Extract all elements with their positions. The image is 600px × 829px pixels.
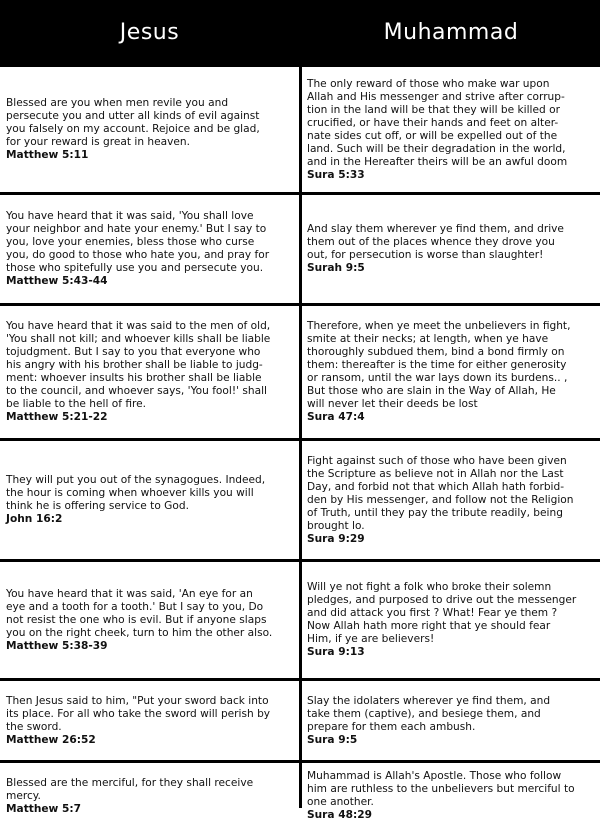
muhammad-cell-1 xyxy=(302,67,600,192)
verse-reference: Matthew 5:21-22 xyxy=(6,411,108,423)
quote-text: Blessed are you when men revile you and persecute you and utter all kinds of evil against you falsely on my account. Rejoice and be glad, for your reward is great in heaven. xyxy=(6,97,260,148)
muhammad-cell-2 xyxy=(302,195,600,303)
jesus-cell-7 xyxy=(0,763,299,829)
jesus-cell-6 xyxy=(0,681,299,760)
verse-reference: Sura 47:4 xyxy=(307,411,365,423)
jesus-cell-3 xyxy=(0,306,299,438)
jesus-cell-1 xyxy=(0,67,299,192)
muhammad-cell-5 xyxy=(302,562,600,678)
jesus-cell-4 xyxy=(0,441,299,559)
verse-reference: Sura 9:13 xyxy=(307,646,365,658)
quote-text: Blessed are the merciful, for they shall receive mercy. xyxy=(6,776,254,802)
verse-reference: Matthew 5:11 xyxy=(6,149,89,161)
quote-text: Therefore, when ye meet the unbelievers in fight, smite at their necks; at length, when ye have thoroughly subdued them, bind a bond firmly on them: thereafter is the time for either generosity or ransom, until the war lays down its burdens.. , But those who are slain in the Way of Allah, He will never let their deeds be lost xyxy=(307,320,571,410)
muhammad-cell-6 xyxy=(302,681,600,760)
verse-reference: Sura 9:5 xyxy=(307,733,358,746)
quote-text: The only reward of those who make war upon Allah and His messenger and strive after corrup- tion in the land will be that they will be killed or crucified, or have their hands and feet on alter- nate sides cut off, or will be expelled out of the land. Such will be their degradation in the world, and in the Hereafter theirs will be an awful doom xyxy=(307,77,568,168)
quote-text: Muhammad is Allah's Apostle. Those who follow him are ruthless to the unbelievers but merciful to one another. xyxy=(307,770,575,808)
verse-reference: John 16:2 xyxy=(6,513,63,525)
quote-text: Slay the idolaters wherever ye find them, and take them (captive), and besiege them, and prepare for them each ambush. xyxy=(307,694,551,733)
quote-text: Fight against such of those who have been given the Scripture as believe not in Allah nor the Last Day, and forbid not that which Allah hath forbid- den by His messenger, and follow not the Religion of Truth, until they pay the tribute readily, being brought lo. xyxy=(307,454,574,532)
quote-text: You have heard that it was said, 'You shall love your neighbor and hate your enemy.' But I say to you, love your enemies, bless those who curse you, do good to those who hate you, and pray for those who spitefully use you and persecute you. xyxy=(6,210,270,274)
muhammad-cell-7 xyxy=(302,763,600,829)
quote-text: Then Jesus said to him, "Put your sword back into its place. For all who take the sword will perish by the sword. xyxy=(6,694,271,733)
verse-reference: Matthew 5:43-44 xyxy=(6,275,108,287)
header-jesus: Jesus xyxy=(0,0,299,64)
jesus-cell-2 xyxy=(0,195,299,303)
jesus-cell-5 xyxy=(0,562,299,678)
quote-text: They will put you out of the synagogues. Indeed, the hour is coming when whoever kills you will think he is offering service to God. xyxy=(6,474,266,512)
header-muhammad: Muhammad xyxy=(302,0,600,64)
verse-reference: Surah 9:5 xyxy=(307,262,365,274)
muhammad-cell-3 xyxy=(302,306,600,438)
verse-reference: Matthew 5:38-39 xyxy=(6,639,108,652)
verse-reference: Sura 9:29 xyxy=(307,532,365,545)
quote-text: You have heard that it was said to the men of old, 'You shall not kill; and whoever kills shall be liable tojudgment. But I say to you that everyone who his angry with his brother shall be liable to judg- ment: whoever insults his brother shall be liable to the council, and whoever says, 'You fool!' shall be liable to the hell of fire. xyxy=(6,320,271,410)
muhammad-cell-4 xyxy=(302,441,600,559)
verse-reference: Sura 48:29 xyxy=(307,809,372,821)
quote-text: And slay them wherever ye find them, and drive them out of the places whence they drove you out, for persecution is worse than slaughter! xyxy=(307,223,564,261)
verse-reference: Matthew 26:52 xyxy=(6,733,96,746)
quote-text: Will ye not fight a folk who broke their solemn pledges, and purposed to drive out the messenger and did attack you first ? What! Fear ye them ? Now Allah hath more right that ye should fear Him, if ye are believers! xyxy=(307,581,577,645)
quote-text: You have heard that it was said, 'An eye for an eye and a tooth for a tooth.' But I say to you, Do not resist the one who is evil. But if anyone slaps you on the right cheek, turn to him the other also. xyxy=(6,587,273,639)
verse-reference: Sura 5:33 xyxy=(307,168,365,181)
verse-reference: Matthew 5:7 xyxy=(6,802,81,815)
